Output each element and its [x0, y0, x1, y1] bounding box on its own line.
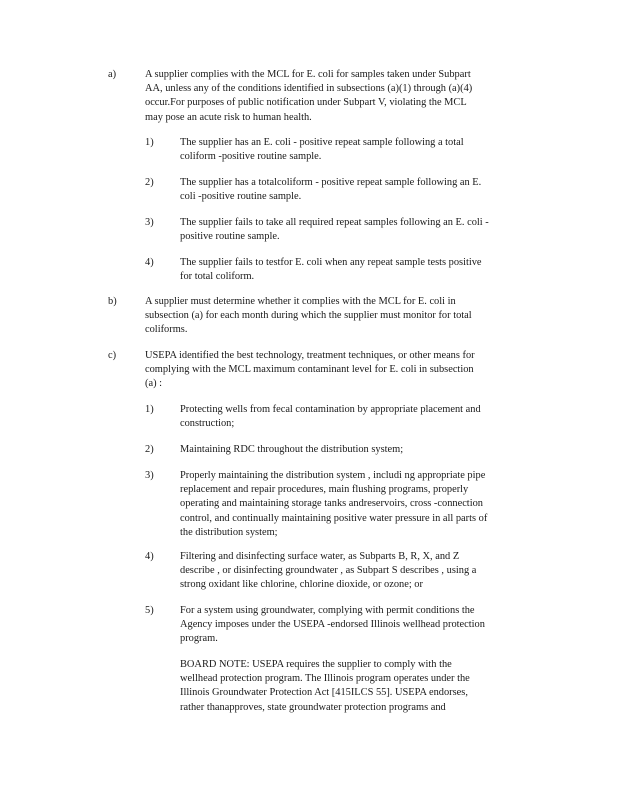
- text-line: A supplier complies with the MCL for E. coli for samples taken under Subpart: [145, 69, 471, 80]
- paragraph-a1-label: 1): [145, 137, 154, 148]
- paragraph-c4-label: 4): [145, 551, 154, 562]
- paragraph-c5-label: 5): [145, 605, 154, 616]
- text-line: AA, unless any of the conditions identified in subsections (a)(1) through (a)(4): [145, 83, 473, 95]
- text-line: For a system using groundwater, complying with permit conditions the: [180, 605, 475, 616]
- paragraph-c-label: c): [108, 350, 117, 361]
- text-line: Illinois Groundwater Protection Act [415ILCS 55]. USEPA endorses,: [180, 687, 468, 699]
- text-line: replacement and repair procedures, main flushing programs, properly: [180, 484, 469, 496]
- text-line: (a) :: [145, 378, 163, 390]
- text-line: The supplier has a totalcoliform - positive repeat sample following an E.: [180, 177, 482, 188]
- paragraph-c1-text: [180, 403, 530, 431]
- text-line: the distribution system;: [180, 526, 278, 538]
- paragraph-c2-label: 2): [145, 444, 154, 455]
- paragraph-a4-text: [180, 256, 530, 284]
- text-line: construction;: [180, 418, 235, 430]
- paragraph-b-text: [145, 295, 530, 338]
- paragraph-c3-label: 3): [145, 470, 154, 481]
- text-line: subsection (a) for each month during which the supplier must monitor for total: [145, 310, 472, 322]
- paragraph-a2-label: 2): [145, 177, 154, 188]
- text-line: A supplier must determine whether it complies with the MCL for E. coli in: [145, 296, 456, 307]
- paragraph-a2-text: [180, 176, 530, 204]
- text-line: BOARD NOTE: USEPA requires the supplier to comply with the: [180, 659, 452, 670]
- text-line: The supplier has an E. coli - positive repeat sample following a total: [180, 137, 464, 148]
- board-note-text: [180, 658, 490, 715]
- text-line: control, and continually maintaining positive water pressure in all parts of: [180, 512, 488, 524]
- text-line: positive routine sample.: [180, 231, 280, 243]
- text-line: for total coliform.: [180, 271, 255, 283]
- text-line: USEPA identified the best technology, treatment techniques, or other means for: [145, 350, 475, 361]
- text-line: program.: [180, 633, 218, 645]
- text-line: describe , or disinfecting groundwater , as Subpart S describes , using a: [180, 565, 477, 577]
- text-line: occur.For purposes of public notification under Subpart V, violating the MCL: [145, 97, 467, 109]
- text-line: Filtering and disinfecting surface water, as Subparts B, R, X, and Z: [180, 551, 460, 562]
- paragraph-b-label: b): [108, 296, 117, 307]
- text-line: complying with the MCL maximum contaminant level for E. coli in subsection: [145, 364, 474, 376]
- paragraph-c4-text: [180, 550, 520, 593]
- text-line: Maintaining RDC throughout the distribution system;: [180, 444, 404, 455]
- paragraph-c-text: [145, 349, 530, 392]
- paragraph-a3-label: 3): [145, 217, 154, 228]
- text-line: The supplier fails to testfor E. coli when any repeat sample tests positive: [180, 257, 482, 268]
- text-line: operating and maintaining storage tanks andreservoirs, cross -connection: [180, 498, 483, 510]
- paragraph-a1-text: [180, 136, 530, 164]
- text-line: rather thanapproves, state groundwater protection programs and: [180, 701, 446, 713]
- paragraph-c5-text: [180, 604, 525, 647]
- paragraph-c2-text: [180, 443, 530, 457]
- text-line: coliform -positive routine sample.: [180, 151, 322, 163]
- text-line: coli -positive routine sample.: [180, 191, 302, 203]
- text-line: strong oxidant like chlorine, chlorine dioxide, or ozone; or: [180, 579, 423, 591]
- text-line: Agency imposes under the USEPA -endorsed Illinois wellhead protection: [180, 619, 485, 631]
- text-line: Protecting wells from fecal contamination by appropriate placement and: [180, 404, 481, 415]
- paragraph-a-text: [145, 68, 530, 125]
- paragraph-c1-label: 1): [145, 404, 154, 415]
- text-line: coliforms.: [145, 324, 188, 336]
- text-line: wellhead protection program. The Illinois program operates under the: [180, 673, 470, 685]
- paragraph-a4-label: 4): [145, 257, 154, 268]
- text-line: Properly maintaining the distribution system , includi ng appropriate pipe: [180, 470, 486, 481]
- paragraph-a3-text: [180, 216, 530, 244]
- text-line: may pose an acute risk to human health.: [145, 111, 312, 123]
- paragraph-a-label: a): [108, 69, 117, 80]
- text-line: The supplier fails to take all required repeat samples following an E. coli -: [180, 217, 489, 228]
- paragraph-c3-text: [180, 469, 540, 540]
